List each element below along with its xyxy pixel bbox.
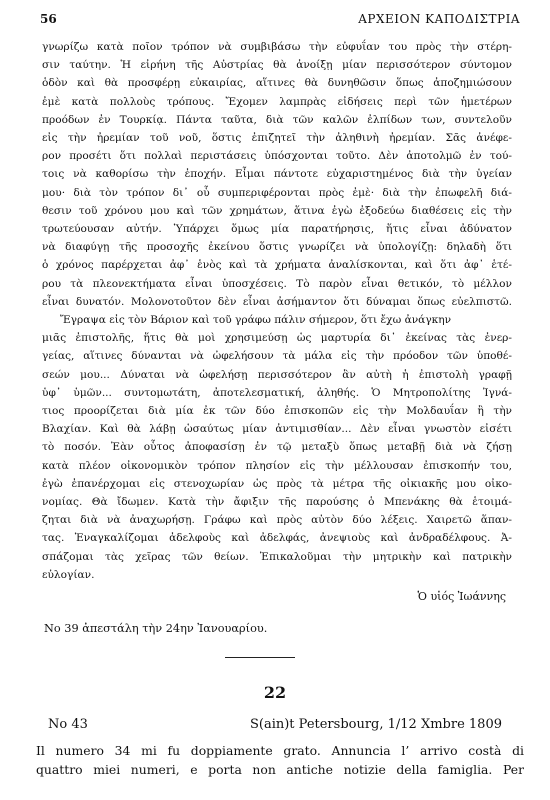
text-line: γνωρίζω κατὰ ποῖον τρόπον νὰ συμβιβάσω τὴν εὐφυΐαν του πρὸς τὴν στέρη-	[42, 41, 512, 53]
text-line: τιος προορίζεται διὰ μία ἐκ τῶν δύο ἐπισκοπῶν εἰς τὴν Μολδαυΐαν ἢ τὴν	[42, 405, 512, 418]
greek-letter-body	[42, 38, 512, 584]
text-line: Il numero 34 mi fu doppiamente grato. Annuncia l’ arrivo costà di	[36, 743, 524, 758]
text-line: τας. Ἐναγκαλίζομαι ἀδελφοὺς καὶ ἀδελφάς, ἀνεψιοὺς καὶ ἀνδραδέλφους. Ἀ-	[42, 532, 512, 545]
section-divider	[225, 657, 295, 658]
text-line: θεσιν τοῦ χρόνου μου καὶ τῶν χρημάτων, ἅτινα ἐγὼ ἐξοδεύω διαθέσεις εἰς τὴν	[42, 204, 512, 217]
text-line: σεών μου... Δύναται νὰ ὠφελήσῃ περισσότερον ἂν αὐτὴ ἡ ἐπιστολὴ γραφῇ	[42, 368, 512, 381]
text-line: γείας, αἵτινες δύνανται νὰ ὠφελήσουν τὰ μάλα εἰς τὴν πρόοδον τῶν ὑποθέ-	[42, 350, 512, 363]
dispatch-note: Νο 39 ἀπεστάλη τὴν 24ην Ἰανουαρίου.	[44, 622, 268, 635]
text-line: ρου τὰ πλεονεκτήματα εἶναι ὑποσχέσεις. Τὸ παρὸν εἶναι θετικόν, τὸ μέλλον	[42, 277, 512, 290]
text-line: εἶναι δυνατόν. Μολονοτοῦτον δὲν εἶναι ἀσήμαντον ὅτι δύναμαι ὅπως εὐελπιστῶ.	[42, 295, 512, 308]
text-line: εἰς τὴν ἠρεμίαν τοῦ νοῦ, ὅστις ἐπιζητεῖ τὴν ἀληθινὴ ἠρεμίαν. Σᾶς ἀνέφε-	[42, 132, 512, 145]
text-line: ὑφ᾽ ὑμῶν... συντομωτάτη, ἀποτελεσματική, ἀληθής. Ὁ Μητροπολίτης Ἰγνά-	[42, 386, 512, 399]
text-line: μου· διὰ τὸν τρόπον δι᾽ οὗ συμπεριφέρονται πρὸς ἐμὲ· διὰ τὴν ἐπωφελῆ διά-	[42, 186, 512, 199]
text-line: εὐλογίαν.	[42, 568, 95, 581]
signature: Ὁ υἱός Ἰωάννης	[417, 590, 506, 603]
text-line: Ἔγραψα εἰς τὸν Βάριον καὶ τοῦ γράφω πάλιν σήμερον, ὅτι ἔχω ἀνάγκην	[60, 314, 452, 327]
running-head: ΑΡΧΕΙΟΝ ΚΑΠΟΔΙΣΤΡΙΑ	[358, 12, 520, 26]
text-line: ζηται διὰ νὰ ἀναχωρήσῃ. Γράφω καὶ πρὸς αὐτὸν δύο λέξεις. Χαιρετῶ ἅπαν-	[42, 514, 512, 527]
text-line: νὰ διαφύγῃ τῆς προσοχῆς ἐκείνου ὅστις γνωρίζει νὰ ὑπολογίζῃ: δηλαδὴ ὅτι	[42, 241, 512, 254]
letter-date-line: S(ain)t Petersbourg, 1/12 Xmbre 1809	[249, 717, 502, 732]
text-line: Βλαχίαν. Καὶ θὰ λάβῃ ὡσαύτως μίαν ἀντιμισθίαν... Δὲν εἶναι γνωστὸν εἰσέτι	[42, 423, 512, 436]
text-line: μιᾶς ἐπιστολῆς, ἥτις θὰ μοὶ χρησιμεύσῃ ὡς μαρτυρία δι᾽ ἐκείνας τὰς ἐνερ-	[42, 332, 512, 345]
text-line: σπάζομαι τὰς χεῖρας τῶν θείων. Ἐπικαλοῦμαι τὴν μητρικὴν καὶ πατρικὴν	[42, 550, 512, 563]
text-line: ὁ χρόνος παρέρχεται ἀφ᾽ ἑνὸς καὶ τὰ χρήματα ἀναλίσκονται, καὶ ὅτι ἀφ᾽ ἑτέ-	[42, 259, 512, 272]
page-number: 56	[40, 12, 57, 26]
letter-no-label: No 43	[48, 717, 88, 732]
text-line: ἐγὼ ἐπανέρχομαι εἰς στενοχωρίαν ὡς πρὸς τὰ μέτρα τῆς οἰκιακῆς μου οἰκο-	[42, 477, 512, 490]
text-line: σιν ταύτην. Ἡ εἰρήνη τῆς Αὐστρίας θὰ ἀνοίξῃ μίαν περισσότερον σύντομον	[42, 59, 512, 72]
text-line: ἐμὲ κατὰ πολλοὺς τρόπους. Ἔχομεν λαμπρὰς εἰδήσεις περὶ τῶν ἡμετέρων	[42, 95, 512, 108]
text-line: ὁδὸν καὶ θὰ προσφέρῃ εὐκαιρίας, αἵτινες θὰ δυνηθῶσιν ὅπως ἀποζημιώσουν	[42, 77, 512, 90]
text-line: τρωτεύουσαν αὐτήν. Ὑπάρχει ὅμως μία παρατήρησις, ἥτις εἶναι ἀδύνατον	[42, 223, 512, 236]
text-line: ρον προσέτι ὅτι πολλαὶ περιστάσεις ὑπόσχονται τοῦτο. Δὲν ἀποτολμῶ ἐν τού-	[42, 150, 512, 163]
text-line: quattro miei numeri, e porta non antiche notizie della famiglia. Per	[36, 761, 524, 777]
text-line: νομίας. Θὰ ἴδωμεν. Κατὰ τὴν ἄφιξιν τῆς παρούσης ὁ Μπενάκης θὰ ἑτοιμά-	[42, 496, 512, 509]
italian-letter-body	[36, 742, 524, 779]
text-line: προόδων ἐν Τουρκίᾳ. Πάντα ταῦτα, διὰ τῶν καλῶν ἐλπίδων των, συντελοῦν	[42, 113, 512, 126]
letter-number: 22	[263, 683, 287, 702]
page-header	[40, 12, 520, 26]
text-line: τὸ ποσόν. Ἐὰν οὗτος ἀποφασίσῃ ἐν τῷ μεταξὺ ὅπως μεταβῇ διὰ νὰ ζήσῃ	[42, 441, 512, 454]
text-line: τοις νὰ καθορίσω τὴν ἐποχήν. Εἶμαι πάντοτε εὐχαριστημένος διὰ τὴν ὑγείαν	[42, 168, 512, 181]
text-line: κατὰ πλέον οἰκονομικὸν τρόπον πλησίον εἰς τὴν μέλλουσαν ἐπισκοπήν του,	[42, 459, 512, 472]
